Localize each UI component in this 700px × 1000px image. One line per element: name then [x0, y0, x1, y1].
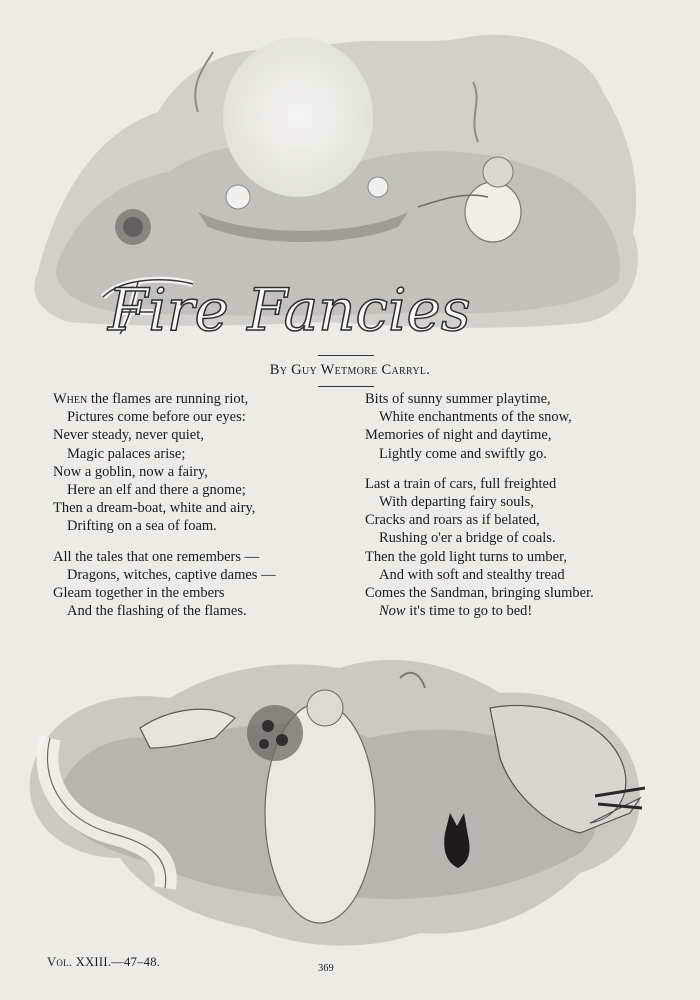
poem-column-right [365, 390, 685, 632]
page-number: 369 [318, 963, 334, 974]
poem-line: Drifting on a sea of foam. [67, 518, 217, 535]
poem-line: White enchantments of the snow, [379, 409, 572, 426]
rule-bottom [318, 386, 374, 387]
small-caps-lead: When [53, 391, 88, 407]
poem-line: Then a dream-boat, white and airy, [53, 500, 256, 517]
poem-line: Cracks and roars as if belated, [365, 512, 540, 529]
poem-line: Lightly come and swiftly go. [379, 445, 547, 462]
poem-column-left [53, 390, 373, 632]
byline: By Guy Wetmore Carryl. [269, 362, 431, 378]
poem-line: Then the gold light turns to umber, [365, 548, 567, 565]
poem-line: All the tales that one remembers — [53, 548, 260, 565]
title-word-1: Fire Fancies [108, 276, 471, 342]
poem-line: Rushing o'er a bridge of coals. [379, 530, 556, 547]
stanza [53, 548, 373, 621]
poem-line: Here an elf and there a gnome; [67, 482, 246, 499]
rule-top [318, 355, 374, 356]
poem-line: Last a train of cars, full freighted [365, 475, 557, 492]
poem-line: And with soft and stealthy tread [379, 566, 565, 583]
poem-line: Memories of night and daytime, [365, 427, 552, 444]
stanza [365, 475, 685, 621]
poem-line: With departing fairy souls, [379, 494, 534, 511]
poem-line: Never steady, never quiet, [53, 427, 204, 444]
poem-line: And the flashing of the flames. [67, 603, 247, 620]
poem-line: Gleam together in the embers [53, 585, 225, 602]
header-illustration [28, 22, 658, 342]
poem-line: Now a goblin, now a fairy, [53, 463, 208, 480]
stanza [53, 390, 373, 536]
poem-line: Bits of sunny summer playtime, [365, 391, 551, 407]
stanza [365, 390, 685, 463]
poem-line: Pictures come before our eyes: [67, 409, 246, 426]
poem-line: Dragons, witches, captive dames — [67, 566, 276, 583]
emphasis-word: Now [379, 603, 406, 620]
poem-line: When the flames are running riot, [53, 391, 249, 407]
footer-illustration [20, 648, 650, 953]
poem-line: Magic palaces arise; [67, 445, 186, 462]
poem-line: Now it's time to go to bed! [379, 603, 533, 620]
volume-label: Vol. XXIII.—47–48. [47, 955, 161, 969]
poem-line: Comes the Sandman, bringing slumber. [365, 585, 594, 602]
